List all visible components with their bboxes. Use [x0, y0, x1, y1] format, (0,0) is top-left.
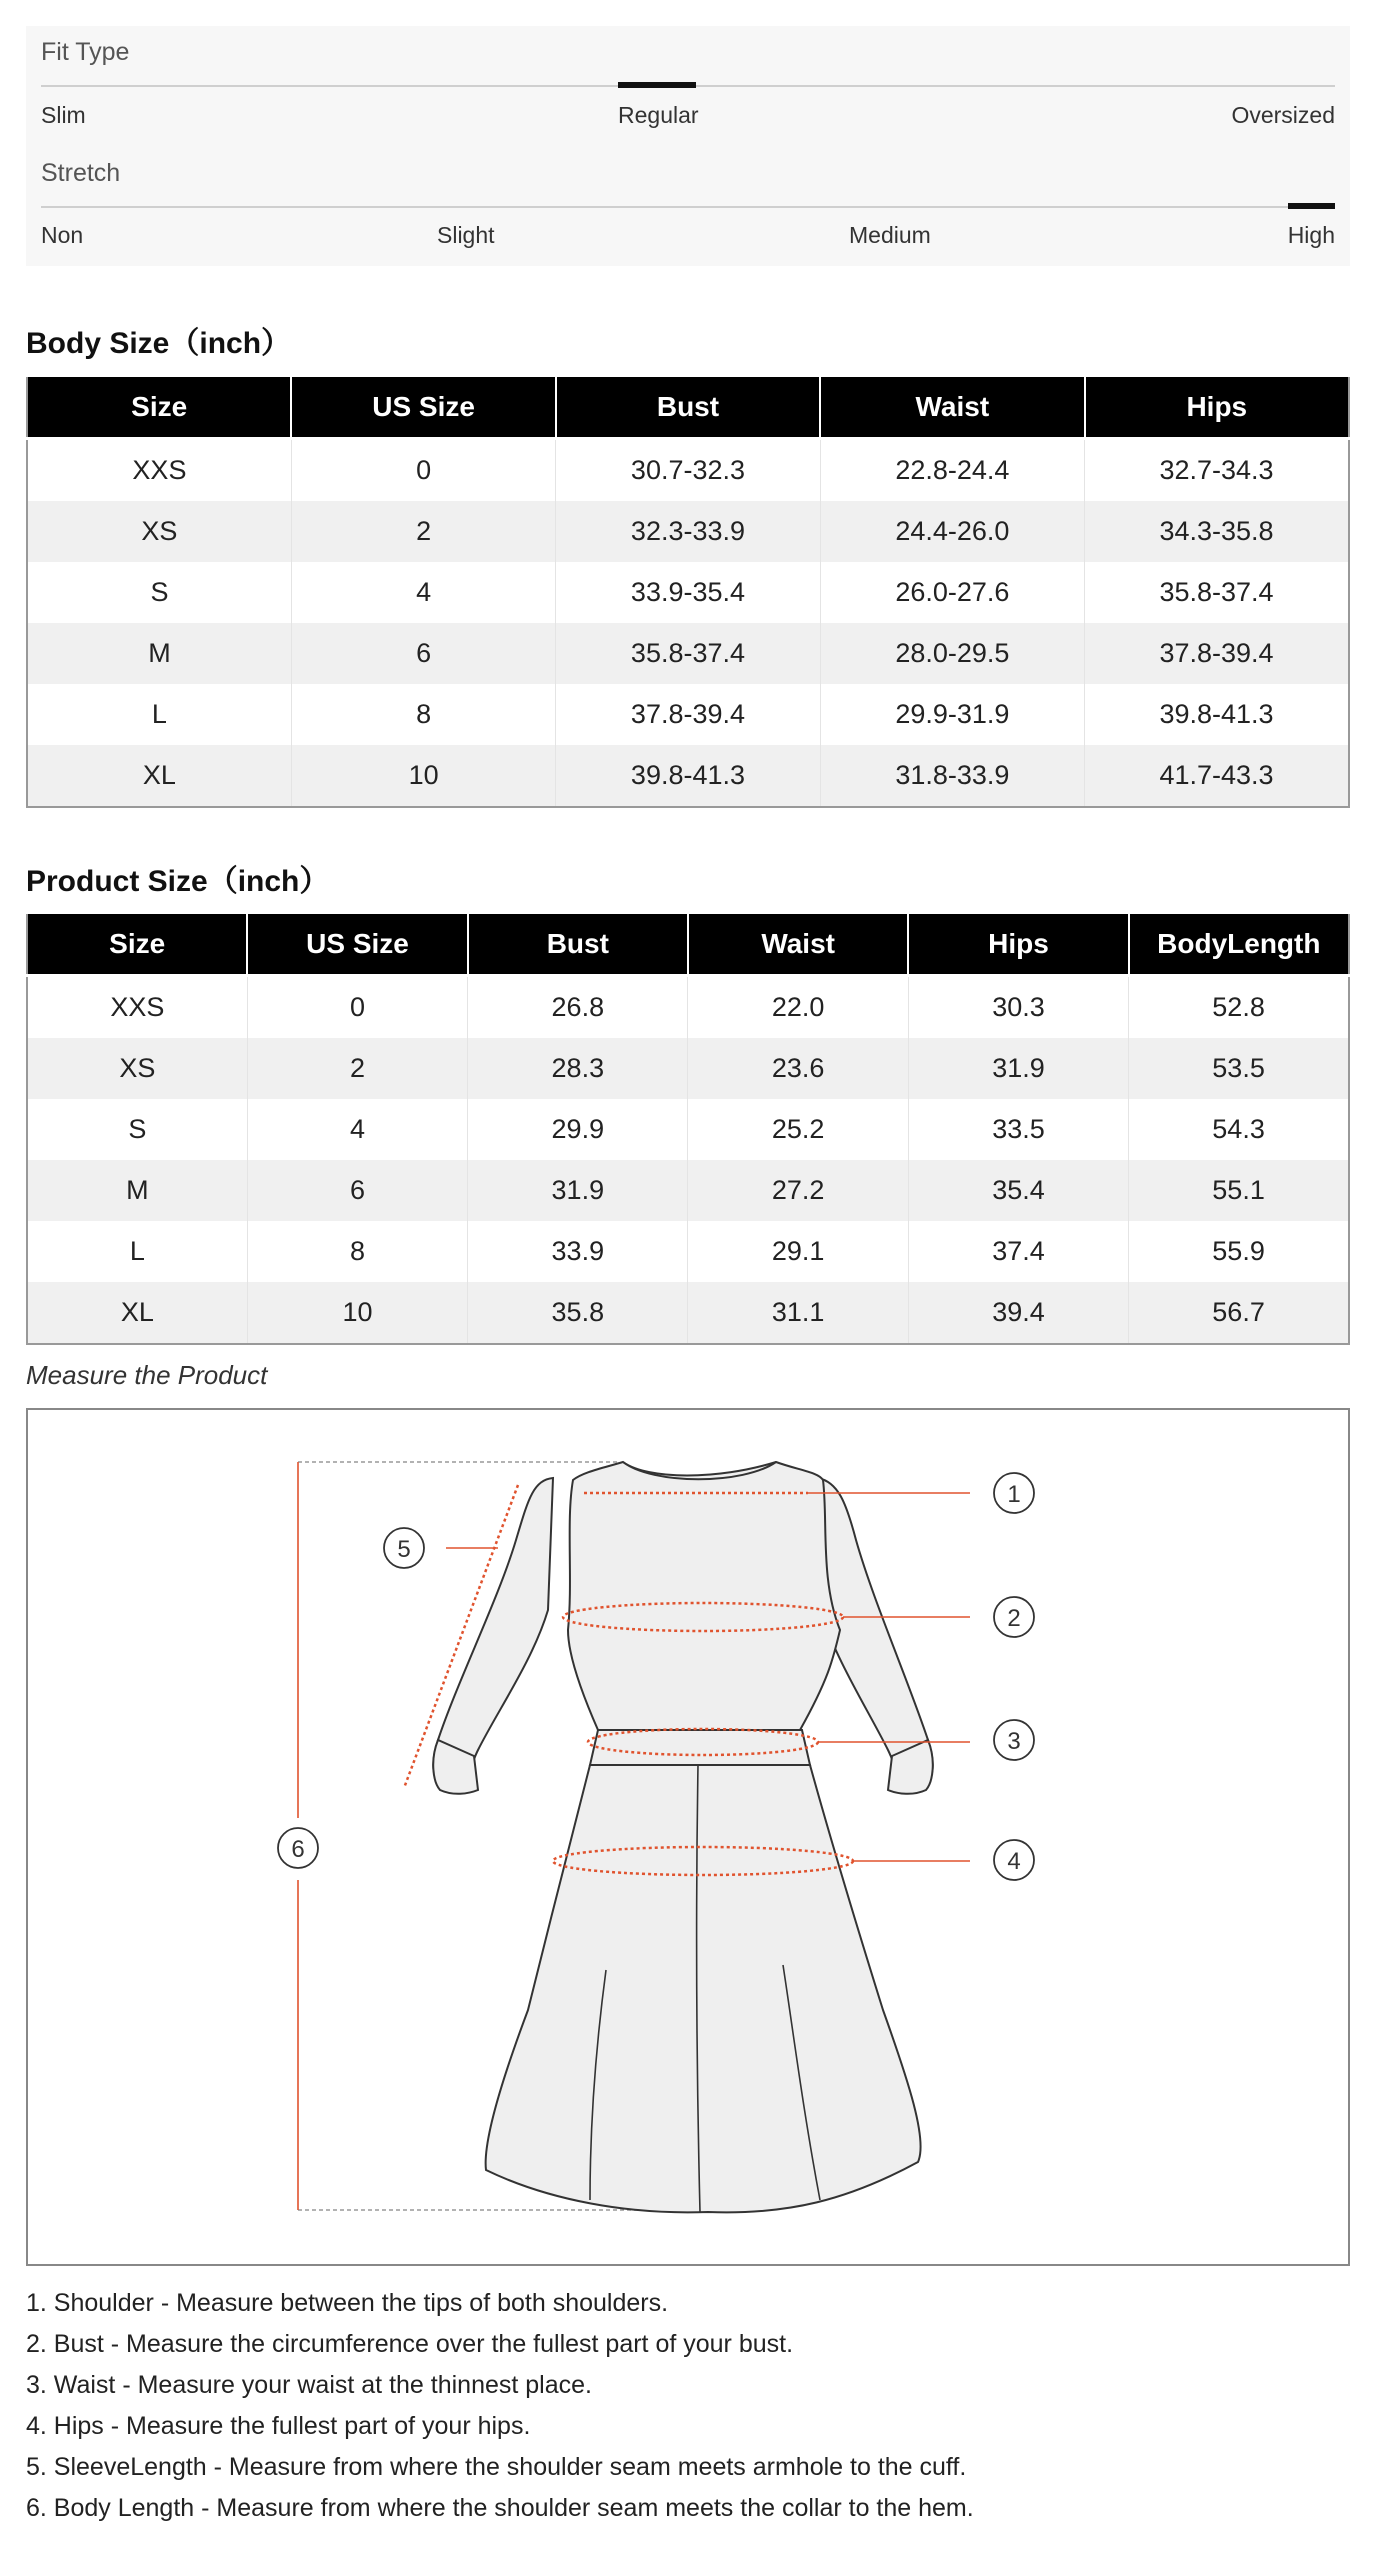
product-size-table-cell: M	[27, 1160, 247, 1221]
measure-notes	[26, 2283, 1350, 2529]
body-size-header-cell: US Size	[291, 376, 555, 439]
product-size-table-cell: 27.2	[688, 1160, 908, 1221]
fit-type-selected-marker	[618, 82, 696, 88]
product-size-table-cell: 54.3	[1212, 1114, 1265, 1144]
body-size-table-cell: 35.8-37.4	[1159, 577, 1274, 607]
body-size-table-cell: XL	[27, 745, 291, 807]
body-size-table-row	[27, 562, 1349, 623]
fit-type-title: Fit Type	[41, 38, 130, 66]
fit-type-scale	[41, 26, 1335, 146]
product-size-table-row	[27, 1282, 1349, 1344]
product-size-table-cell: L	[27, 1221, 247, 1282]
body-size-table-cell: 31.8-33.9	[820, 745, 1084, 807]
product-size-table-cell: 4	[247, 1099, 467, 1160]
product-size-table-cell: 55.9	[1212, 1236, 1265, 1266]
product-size-table-cell: 31.1	[688, 1282, 908, 1344]
product-size-table-cell: 55.1	[1129, 1160, 1349, 1221]
product-size-table-cell: 6	[247, 1160, 467, 1221]
product-size-table-cell: 35.8	[468, 1282, 688, 1344]
note-body-length: 6. Body Length - Measure from where the shoulder seam meets the collar to the hem.	[26, 2494, 974, 2522]
product-size-header-cell: US Size	[247, 913, 467, 976]
product-size-table-cell: 10	[247, 1282, 467, 1344]
body-size-table-cell: 10	[291, 745, 555, 807]
stretch-title: Stretch	[41, 159, 121, 187]
product-size-table-cell: 8	[247, 1221, 467, 1282]
note-shoulder: 1. Shoulder - Measure between the tips of both shoulders.	[26, 2289, 669, 2317]
note-sleeve-length: 5. SleeveLength - Measure from where the shoulder seam meets armhole to the cuff.	[26, 2453, 967, 2481]
product-size-table-row	[27, 1038, 1349, 1099]
product-size-table-cell: 30.3	[908, 976, 1128, 1039]
marker-2-label: 2	[1007, 1605, 1021, 1632]
product-size-table-cell: 31.9	[908, 1038, 1128, 1099]
body-size-table-row	[27, 623, 1349, 684]
product-size-table-cell: 37.4	[908, 1221, 1128, 1282]
body-size-header-cell: Waist	[820, 376, 1084, 439]
body-size-table-cell: 39.8-41.3	[556, 745, 820, 807]
body-size-table-cell: 22.8-24.4	[820, 439, 1084, 502]
stretch-scale	[41, 146, 1335, 266]
body-size-table-cell: 41.7-43.3	[1085, 745, 1349, 807]
body-size-table-cell: L	[27, 684, 291, 745]
product-size-table-cell: 26.8	[468, 976, 688, 1039]
stretch-track	[41, 206, 1335, 208]
product-size-header-cell: Waist	[688, 913, 908, 976]
body-size-table-row	[27, 684, 1349, 745]
body-size-table-cell: 32.3-33.9	[556, 501, 820, 562]
product-size-table-row	[27, 1221, 1349, 1282]
body-size-table-cell: 6	[291, 623, 555, 684]
measure-diagram	[26, 1408, 1350, 2266]
body-size-table-cell: 26.0-27.6	[820, 562, 1084, 623]
fit-type-label-regular: Regular	[618, 102, 699, 128]
body-size-header-cell: Bust	[556, 376, 820, 439]
product-size-table-cell: 0	[247, 976, 467, 1039]
stretch-label-slight: Slight	[437, 222, 495, 248]
measure-caption: Measure the Product	[26, 1360, 268, 1390]
body-size-table-cell: 0	[291, 439, 555, 502]
dress-diagram-svg	[28, 1410, 1348, 2264]
product-size-table-cell: 23.6	[688, 1038, 908, 1099]
body-size-table-cell: 29.9-31.9	[820, 684, 1084, 745]
body-size-table-cell: XS	[27, 501, 291, 562]
product-size-title: Product Size（inch）	[26, 865, 330, 898]
marker-3-label: 3	[1007, 1728, 1021, 1755]
body-size-table-cell: 8	[291, 684, 555, 745]
marker-6-label: 6	[291, 1836, 305, 1863]
body-size-table-cell: 24.4-26.0	[820, 501, 1084, 562]
product-size-table-cell: 56.7	[1129, 1282, 1349, 1344]
body-size-header-cell: Hips	[1085, 376, 1349, 439]
stretch-selected-marker	[1288, 203, 1335, 209]
note-waist: 3. Waist - Measure your waist at the thinnest place.	[26, 2371, 592, 2399]
marker-4-label: 4	[1007, 1848, 1021, 1875]
stretch-label-non: Non	[41, 222, 84, 248]
product-size-table-row	[27, 976, 1349, 1039]
marker-5-label: 5	[397, 1536, 411, 1563]
body-size-table-cell: 4	[291, 562, 555, 623]
product-size-table-cell: 33.5	[908, 1099, 1128, 1160]
product-size-table-cell: 39.4	[908, 1282, 1128, 1344]
product-size-table-cell: 28.3	[468, 1038, 688, 1099]
note-hips: 4. Hips - Measure the fullest part of your hips.	[26, 2412, 531, 2440]
body-size-table-cell: 32.7-34.3	[1159, 455, 1274, 485]
product-size-table-cell: 29.1	[688, 1221, 908, 1282]
stretch-label-high: High	[1287, 222, 1335, 248]
product-size-table-cell: XS	[27, 1038, 247, 1099]
dress-illustration	[433, 1462, 933, 2212]
body-size-table-cell: 2	[291, 501, 555, 562]
product-size-table-cell: 53.5	[1129, 1038, 1349, 1099]
fit-panel	[26, 26, 1350, 266]
product-size-table-cell: XXS	[27, 976, 247, 1039]
body-size-table-cell: S	[27, 562, 291, 623]
fit-type-label-oversized: Oversized	[1231, 102, 1335, 128]
body-size-table-cell: 37.8-39.4	[1085, 623, 1349, 684]
product-size-table-cell: 2	[247, 1038, 467, 1099]
body-size-table	[26, 374, 1350, 808]
product-size-header-cell: Bust	[468, 913, 688, 976]
body-size-table-cell: M	[27, 623, 291, 684]
product-size-table-row	[27, 1160, 1349, 1221]
fit-type-label-slim: Slim	[41, 102, 86, 128]
stretch-label-medium: Medium	[849, 222, 931, 248]
product-size-table-cell: 52.8	[1212, 992, 1265, 1022]
product-size-header-cell: Size	[27, 913, 247, 976]
note-bust: 2. Bust - Measure the circumference over the fullest part of your bust.	[26, 2330, 794, 2358]
body-size-table-cell: 34.3-35.8	[1085, 501, 1349, 562]
body-size-table-row	[27, 745, 1349, 807]
body-size-table-cell: 35.8-37.4	[556, 623, 820, 684]
body-size-title: Body Size（inch）	[26, 327, 292, 360]
marker-1-label: 1	[1007, 1481, 1021, 1508]
product-size-table-cell: 33.9	[468, 1221, 688, 1282]
body-size-table-row	[27, 501, 1349, 562]
product-size-header-cell: Hips	[908, 913, 1128, 976]
product-size-header-cell: BodyLength	[1129, 913, 1349, 976]
body-size-table-cell: 37.8-39.4	[556, 684, 820, 745]
product-size-table-cell: 35.4	[908, 1160, 1128, 1221]
product-size-table-cell: 29.9	[468, 1099, 688, 1160]
body-size-table-cell: 33.9-35.4	[556, 562, 820, 623]
product-size-table-cell: XL	[27, 1282, 247, 1344]
product-size-table-row	[27, 1099, 1349, 1160]
body-size-table-cell: XXS	[27, 439, 291, 502]
body-size-table-cell: 39.8-41.3	[1159, 699, 1274, 729]
body-size-table-row	[27, 439, 1349, 502]
product-size-table-cell: S	[27, 1099, 247, 1160]
body-size-table-cell: 28.0-29.5	[820, 623, 1084, 684]
body-size-table-cell: 30.7-32.3	[556, 439, 820, 502]
product-size-table-cell: 31.9	[468, 1160, 688, 1221]
product-size-table-cell: 22.0	[688, 976, 908, 1039]
product-size-table-cell: 25.2	[688, 1099, 908, 1160]
body-size-header-cell: Size	[27, 376, 291, 439]
product-size-table	[26, 911, 1350, 1345]
